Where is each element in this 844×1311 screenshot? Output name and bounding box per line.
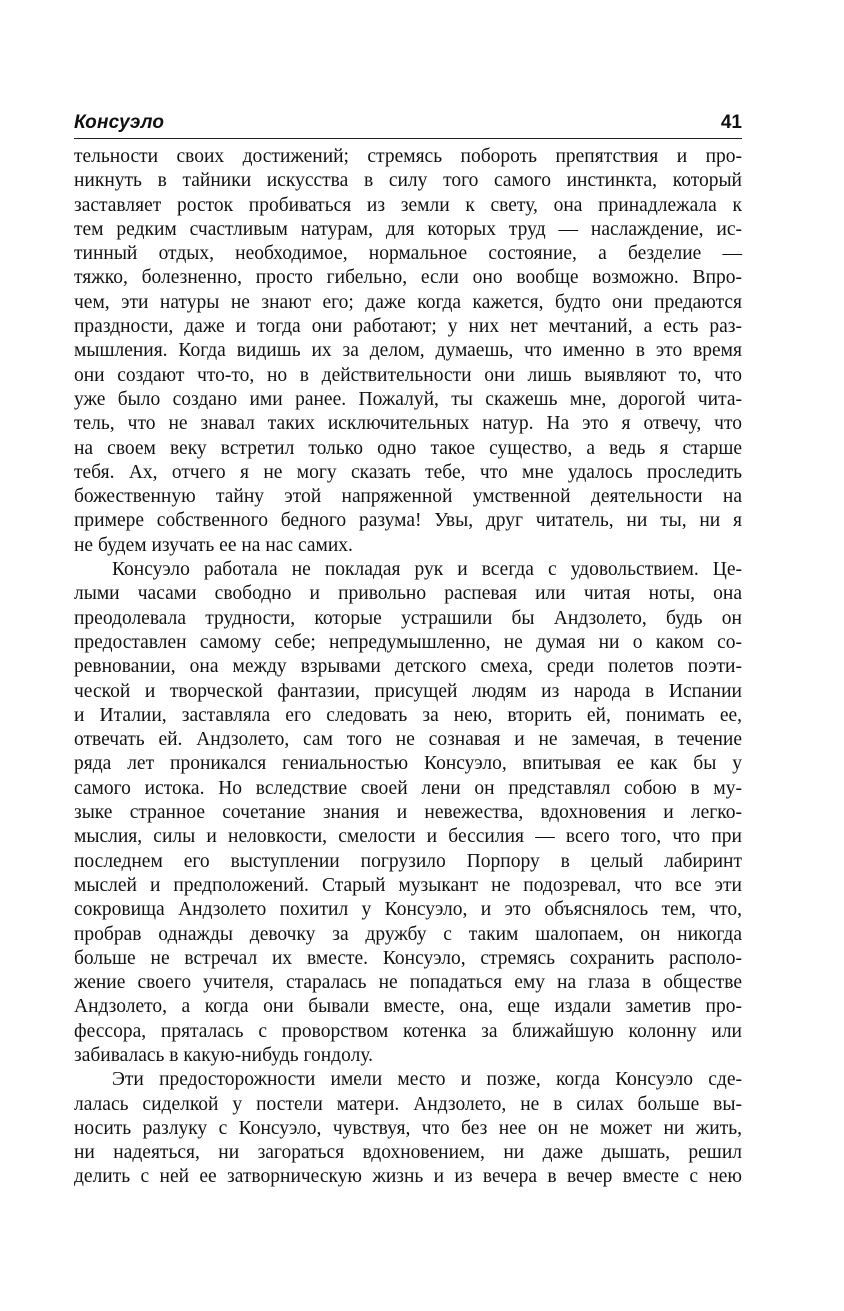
text-line: на своем веку встретил только одно такое существо, а ведь я старше [74,437,742,459]
text-line: тем редким счастливым натурам, для которых труд — наслаждение, ис- [74,218,742,240]
text-line: предоставлен самому себе; непредумышленно, не думая ни о каком со- [74,631,742,653]
text-line: фессора, пряталась с проворством котенка за ближайшую колонну или [74,1020,742,1042]
body-text [74,145,742,1190]
paragraph [74,145,742,558]
text-line: они создают что-то, но в действительности они лишь выявляют то, что [74,364,742,386]
text-line: мыслия, силы и неловкости, смелости и бессилия — всего того, что при [74,826,742,848]
text-line: самого истока. Но вследствие своей лени он представлял собою в му- [74,777,742,799]
text-line: преодолевала трудности, которые устрашили бы Андзолето, будь он [74,607,742,629]
paragraph [74,558,742,1068]
text-line: носить разлуку с Консуэло, чувствуя, что без нее он не может ни жить, [74,1117,742,1139]
book-page [74,108,742,1190]
text-line: и Италии, заставляла его следовать за нею, вторить ей, понимать ее, [74,704,742,726]
running-title: Консуэло [74,112,165,133]
text-line: последнем его выступлении погрузило Порпору в целый лабиринт [74,850,742,872]
running-header [74,108,742,139]
text-line: тельности своих достижений; стремясь побороть препятствия и про- [74,146,742,167]
text-line: ряда лет проникался гениальностью Консуэло, впитывая ее как бы у [74,753,742,775]
paragraph [74,1068,742,1189]
text-line: мышления. Когда видишь их за делом, думаешь, что именно в это время [74,340,742,362]
text-line: ни надеяться, ни загораться вдохновением, ни даже дышать, решил [74,1142,742,1164]
text-line: лалась сиделкой у постели матери. Андзолето, не в силах больше вы- [74,1093,742,1115]
text-line: чем, эти натуры не знают его; даже когда кажется, будто они предаются [74,291,742,313]
text-line: божественную тайну этой напряженной умственной деятельности на [74,486,742,508]
text-line: забивалась в какую-нибудь гондолу. [74,1044,374,1066]
text-line: пробрав однажды девочку за дружбу с таким шалопаем, он никогда [74,923,742,945]
text-line: заставляет росток пробиваться из земли к свету, она принадлежала к [74,194,742,216]
text-line: зыке странное сочетание знания и невежества, вдохновения и легко- [74,802,742,824]
text-line: больше не встречал их вместе. Консуэло, стремясь сохранить располо- [74,947,742,969]
text-line: Эти предосторожности имели место и позже, когда Консуэло сде- [112,1069,742,1091]
page-number: 41 [720,112,742,133]
text-line: мыслей и предположений. Старый музыкант не подозревал, что все эти [74,874,742,896]
text-line: ревновании, она между взрывами детского смеха, среди полетов поэти- [74,656,742,678]
text-line: примере собственного бедного разума! Увы, друг читатель, ни ты, ни я [74,510,742,532]
text-line: ческой и творческой фантазии, присущей людям из народа в Испании [74,680,742,702]
text-line: Андзолето, а когда они бывали вместе, она, еще издали заметив про- [74,996,742,1018]
text-line: лыми часами свободно и привольно распевая или читая ноты, она [74,583,742,605]
text-line: никнуть в тайники искусства в силу того самого инстинкта, который [74,170,742,192]
text-line: тель, что не знавал таких исключительных натур. На это я отвечу, что [74,413,742,435]
text-line: тяжко, болезненно, просто гибельно, если оно вообще возможно. Впро- [74,267,742,289]
text-line: праздности, даже и тогда они работают; у них нет мечтаний, а есть раз- [74,316,742,338]
text-line: не будем изучать ее на нас самих. [74,534,353,556]
text-line: сокровища Андзолето похитил у Консуэло, и это объяснялось тем, что, [74,899,742,921]
text-line: жение своего учителя, старалась не попадаться ему на глаза в обществе [74,972,742,994]
text-line: Консуэло работала не покладая рук и всегда с удовольствием. Це- [112,559,742,581]
text-line: уже было создано ими ранее. Пожалуй, ты скажешь мне, дорогой чита- [74,388,742,410]
text-line: тинный отдых, необходимое, нормальное состояние, а безделие — [74,243,742,265]
text-line: делить с ней ее затворническую жизнь и из вечера в вечер вместе с нею [74,1166,742,1188]
text-line: отвечать ей. Андзолето, сам того не сознавая и не замечая, в течение [74,729,742,751]
text-line: тебя. Ах, отчего я не могу сказать тебе, что мне удалось проследить [74,461,742,483]
